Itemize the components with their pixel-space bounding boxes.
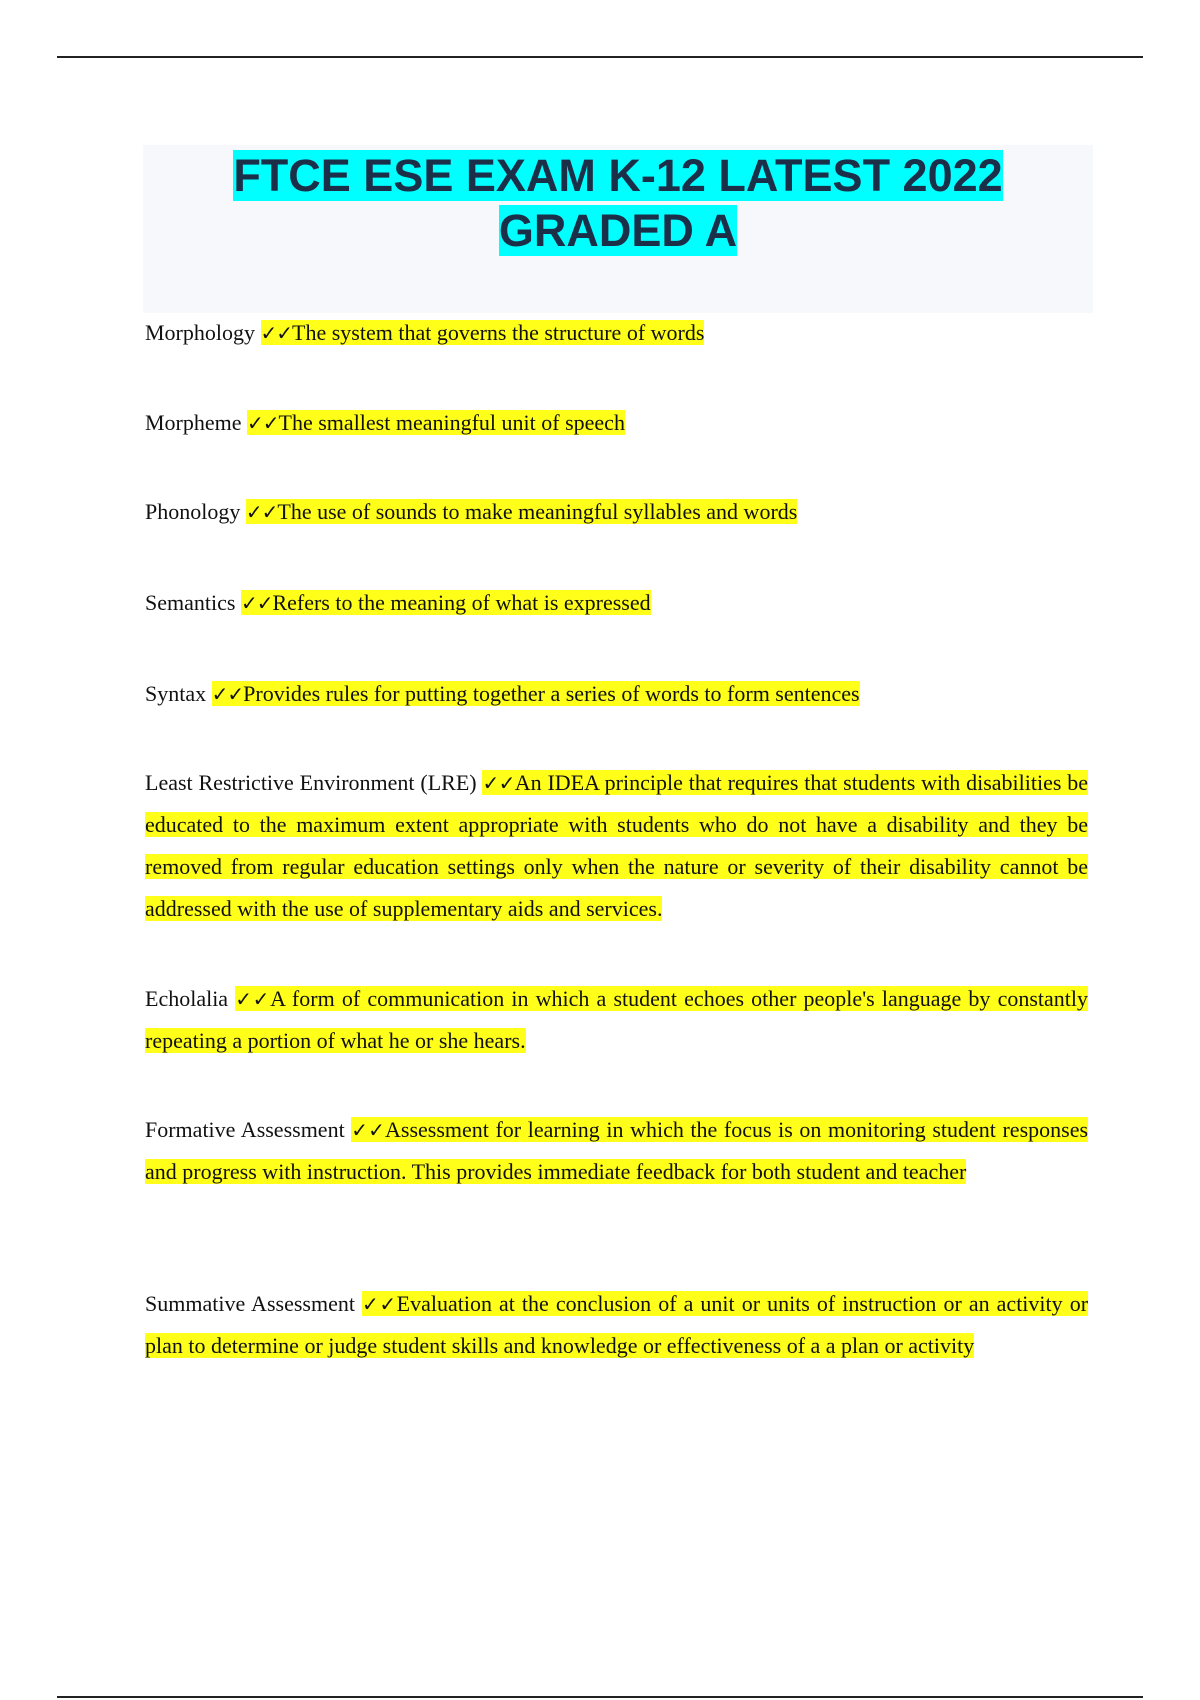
title-box <box>143 145 1093 313</box>
term-entry <box>145 1109 1088 1193</box>
term-definition <box>212 681 860 706</box>
check-icon: ✓✓ <box>211 682 244 706</box>
term-entry <box>145 762 1088 930</box>
term-entry <box>145 312 1088 354</box>
page-title <box>143 145 1093 258</box>
definition-text: The smallest meaningful unit of speech <box>278 410 625 435</box>
definition-text: Evaluation at the conclusion of a unit or units of instruction or an activity or plan to determine or judge student skills and knowledge or effectiveness of a a plan or activity <box>145 1291 1089 1358</box>
term-label: Phonology <box>145 499 241 524</box>
term-definition <box>241 590 651 615</box>
term-label: Echolalia <box>145 986 229 1011</box>
term-label: Semantics <box>145 590 236 615</box>
page-title-text: FTCE ESE EXAM K-12 LATEST 2022 GRADED A <box>233 150 1003 256</box>
term-label: Least Restrictive Environment (LRE) <box>145 770 477 795</box>
definition-text: The use of sounds to make meaningful syllables and words <box>277 499 798 524</box>
check-icon: ✓✓ <box>260 321 293 345</box>
term-label: Formative Assessment <box>145 1117 345 1142</box>
definition-text: The system that governs the structure of words <box>292 320 705 345</box>
term-entry <box>145 978 1088 1062</box>
check-icon: ✓✓ <box>362 1292 397 1316</box>
term-definition <box>246 499 797 524</box>
term-definition <box>145 986 1088 1053</box>
term-entry <box>145 582 1088 624</box>
term-label: Summative Assessment <box>145 1291 355 1316</box>
bottom-rule <box>57 1696 1143 1698</box>
check-icon: ✓✓ <box>482 771 515 795</box>
check-icon: ✓✓ <box>235 987 271 1011</box>
term-entry <box>145 1283 1088 1367</box>
term-entry <box>145 402 1088 444</box>
term-label: Morpheme <box>145 410 242 435</box>
term-definition <box>247 410 625 435</box>
definition-text: Refers to the meaning of what is expressed <box>272 590 651 615</box>
check-icon: ✓✓ <box>351 1118 385 1142</box>
definition-text: A form of communication in which a student echoes other people's language by constantly repeating a portion of what he or she hears. <box>145 986 1089 1053</box>
top-rule <box>57 56 1143 58</box>
term-entry <box>145 673 1088 715</box>
definition-text: Provides rules for putting together a series of words to form sentences <box>243 681 860 706</box>
definition-text: An IDEA principle that requires that students with disabilities be educated to the maximum extent appropriate with students who do not have a disability and they be removed from regular education settings only when the nature or severity of their disability cannot be addressed with the use of supplementary aids and services. <box>145 770 1089 921</box>
term-definition <box>261 320 705 345</box>
definition-text: Assessment for learning in which the focus is on monitoring student responses and progress with instruction. This provides immediate feedback for both student and teacher <box>145 1117 1089 1184</box>
term-entry <box>145 491 1088 533</box>
term-label: Syntax <box>145 681 207 706</box>
term-label: Morphology <box>145 320 255 345</box>
check-icon: ✓✓ <box>245 500 278 524</box>
check-icon: ✓✓ <box>240 591 273 615</box>
check-icon: ✓✓ <box>247 411 279 435</box>
